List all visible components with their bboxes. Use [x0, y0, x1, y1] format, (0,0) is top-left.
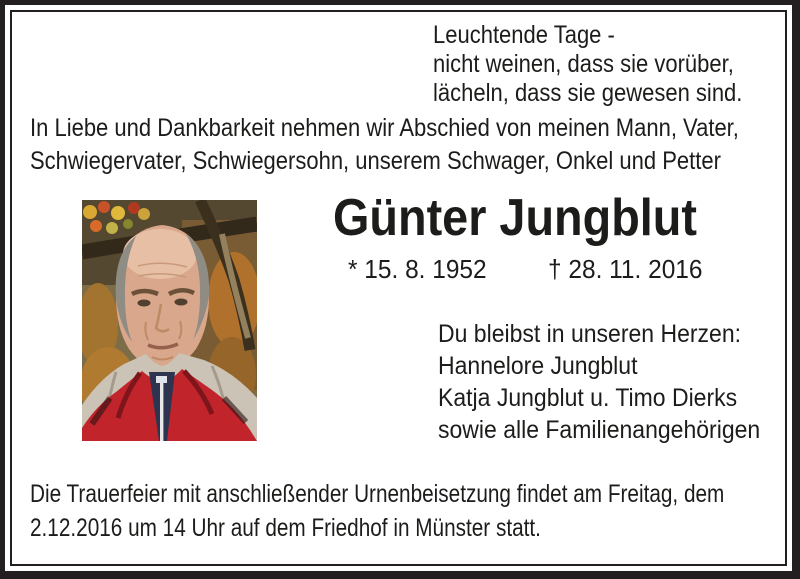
mourner-name-2: Katja Jungblut u. Timo Dierks [438, 384, 738, 412]
poem-line-3: lächeln, dass sie gewesen sind. [433, 79, 743, 107]
intro-line-2: Schwiegervater, Schwiegersohn, unserem Schwager, Onkel und Petter [30, 147, 721, 175]
mourner-name-1: Hannelore Jungblut [438, 352, 638, 380]
death-date: † 28. 11. 2016 [548, 254, 703, 284]
deceased-name: Günter Jungblut [333, 189, 697, 247]
portrait-photo [82, 200, 257, 441]
poem-line-1: Leuchtende Tage - [433, 21, 615, 49]
intro-line-1: In Liebe und Dankbarkeit nehmen wir Abschied von meinen Mann, Vater, [30, 114, 739, 142]
mourners-heading: Du bleibst in unseren Herzen: [438, 320, 742, 348]
funeral-line-2: 2.12.2016 um 14 Uhr auf dem Friedhof in Münster statt. [30, 514, 541, 542]
birth-date: * 15. 8. 1952 [348, 254, 487, 284]
mourners-block [438, 318, 760, 446]
poem-line-2: nicht weinen, dass sie vorüber, [433, 50, 734, 78]
funeral-line-1: Die Trauerfeier mit anschließender Urnenbeisetzung findet am Freitag, dem [30, 480, 725, 508]
mourners-family-line: sowie alle Familienangehörigen [438, 416, 761, 444]
epigraph-poem [433, 21, 742, 108]
intro-paragraph [30, 112, 739, 178]
funeral-info [30, 477, 724, 545]
